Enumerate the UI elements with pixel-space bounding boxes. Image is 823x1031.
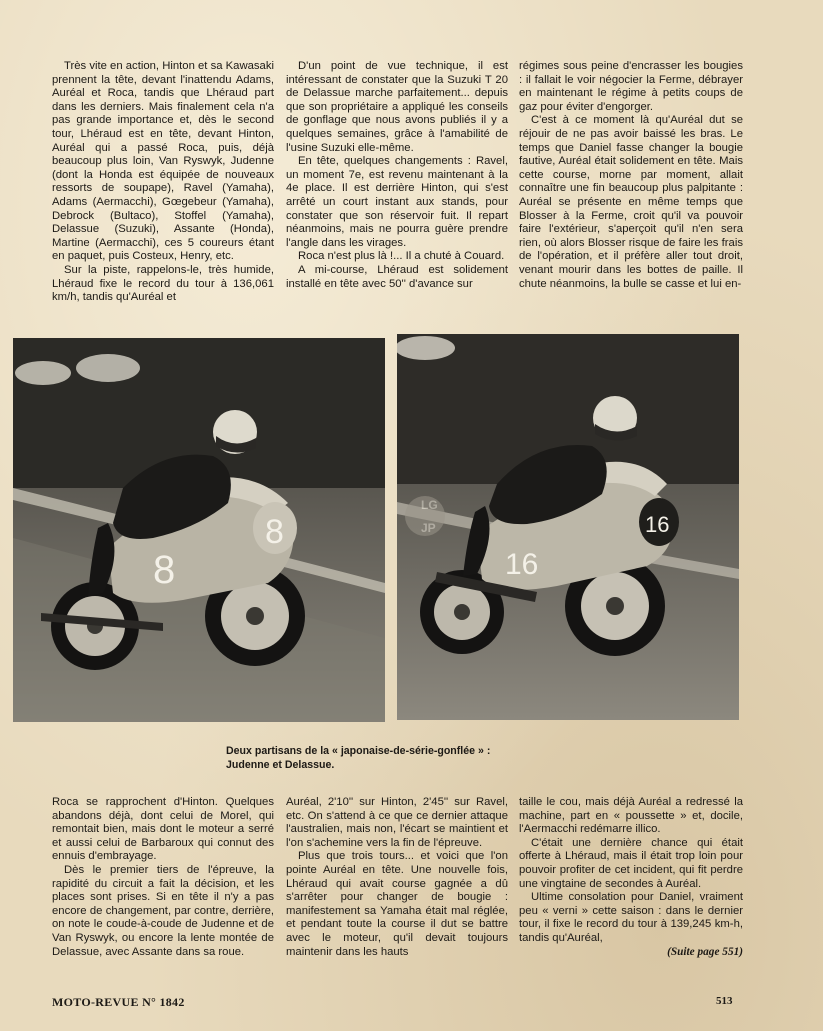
photo-rider-16 <box>397 334 739 720</box>
race-number-16-front: 16 <box>645 512 670 537</box>
text-column-top-3 <box>519 60 743 291</box>
paragraph: Dès le premier tiers de l'épreuve, la rapidité du circuit a fait la décision, et les places sont prises. Si en tête il n'y a pas encore de changement, par contre, derrière, on note le coude-à-coude de Judenne et de Van Ryswyk, ou encore la lente montée de Delassue, avec Assante dans sa roue. <box>52 863 274 958</box>
text-column-top-2 <box>286 60 508 291</box>
watermark-text-bottom: JP <box>421 521 436 535</box>
paragraph: Très vite en action, Hinton et sa Kawasaki prennent la tête, devant l'inattendu Adams, Auréal et Roca, tandis que Lhéraud part dans les derniers. Mais finalement cela n'a pas grande importance et, dès le second tour, Lhéraud est en tête, devant Hinton, Auréal qui a passé Roca, puis, déjà beaucoup plus loin, Van Ryswyk, Judenne (dont la Honda est équipée de nouveaux ressorts de soupape), Ravel (Yamaha), Adams (Aermacchi), Gœgebeur (Yamaha), Debrock (Bultaco), Stoffel (Yamaha), Delassue (Suzuki), Assante (Honda), Martine (Aermacchi), ces 5 coureurs étant en paquet, puis Costeux, Henry, etc. <box>52 60 274 263</box>
paragraph: Ultime consolation pour Daniel, vraiment peu « verni » cette saison : dans le dernier tour, il fixe le record du tour à 139,245 km-h, tandis qu'Auréal, <box>519 891 743 944</box>
text-column-bottom-2 <box>286 796 508 959</box>
paragraph: D'un point de vue technique, il est intéressant de constater que la Suzuki T 20 de Delassue marche parfaitement... depuis que son propriétaire a appliqué les conseils de gonflage que nous avons publiés il y a quelques semaines, grâce à l'amabilité de l'usine Suzuki elle-même. <box>286 60 508 154</box>
text-column-bottom-1 <box>52 796 274 959</box>
photo-rider-8-illustration <box>13 338 385 722</box>
paragraph: C'est à ce moment là qu'Auréal dut se réjouir de ne pas avoir baissé les bras. Le temps que Daniel fasse changer la bougie fautive, Auréal était solidement en tête. Mais cette course, morne par moment, allait connaître une fin beaucoup plus palpitante : Auréal se présente en même temps que Blosser à la Ferme, croit qu'il va pouvoir faire l'extérieur, s'aperçoit qu'il n'en sera rien, où alors Blosser risque de faire les frais de l'opération, et il préfère aller tout droit, venant mourir dans les bottes de paille. Il chute néanmoins, la bulle se casse et lui en- <box>519 114 743 290</box>
watermark-logo <box>405 496 445 536</box>
caption-line-1: Deux partisans de la « japonaise-de-série-gonflée » : <box>226 745 491 757</box>
photo-rider-16-illustration <box>397 334 739 720</box>
paragraph: Roca n'est plus là !... Il a chuté à Couard. <box>298 250 505 263</box>
race-number-16-side: 16 <box>505 548 539 581</box>
paragraph: régimes sous peine d'encrasser les bougies : il fallait le voir négocier la Ferme, débrayer en maintenant le régime à petits coups de gaz pour éviter d'engorger. <box>519 60 743 113</box>
photo-rider-8 <box>13 338 385 722</box>
paragraph: Sur la piste, rappelons-le, très humide, Lhéraud fixe le record du tour à 136,061 km/h, tandis qu'Auréal et <box>52 263 274 304</box>
text-column-bottom-3 <box>519 796 743 959</box>
paragraph: taille le cou, mais déjà Auréal a redressé la machine, part en « poussette » et, docile, l'Aermacchi redémarre illico. <box>519 796 743 836</box>
race-number-8-side: 8 <box>153 548 176 592</box>
paragraph: Auréal, 2'10'' sur Hinton, 2'45'' sur Ravel, etc. On s'attend à ce que ce dernier attaque l'australien, mais non, l'écart se maintient et l'on s'achemine vers la fin de l'épreuve. <box>286 796 508 849</box>
caption-line-2: Judenne et Delassue. <box>226 759 335 771</box>
magazine-issue: MOTO-REVUE N° 1842 <box>52 995 185 1009</box>
continued-on-link[interactable]: (Suite page 551) <box>667 945 743 958</box>
watermark-text-top: LG <box>421 498 438 512</box>
paragraph: C'était une dernière chance qui était offerte à Lhéraud, mais il était trop loin pour pouvoir profiter de cet incident, qui fit perdre une vingtaine de secondes à Auréal. <box>519 836 743 890</box>
paragraph: A mi-course, Lhéraud est solidement installé en tête avec 50'' d'avance sur <box>286 263 508 290</box>
paragraph: Plus que trois tours... et voici que l'on pointe Auréal en tête. Une nouvelle fois, Lhéraud qui avait course gagnée a dû s'arrêter pour changer de bougie : manifestement sa Yamaha était mal réglée, et pendant toute la course il dut se battre avec le moteur, qu'il devait toujours maintenir dans les hauts <box>286 850 508 958</box>
paragraph: Roca se rapprochent d'Hinton. Quelques abandons déjà, dont celui de Morel, qui remontait bien, mais dont le moteur a serré et aussi celui de Barbaroux qui connut des ennuis d'embrayage. <box>52 796 274 863</box>
page-number: 513 <box>716 995 733 1007</box>
photo-caption <box>226 744 606 772</box>
race-number-8-front: 8 <box>265 513 284 551</box>
paragraph: En tête, quelques changements : Ravel, un moment 7e, est revenu maintenant à la 4e place. Il est derrière Hinton, qui s'est arrêté un court instant aux stands, pour constater que son réservoir fuit. Il repart néanmoins, mais ne pourra guère prendre l'angle dans les virages. <box>286 155 508 249</box>
text-column-top-1 <box>52 60 274 305</box>
